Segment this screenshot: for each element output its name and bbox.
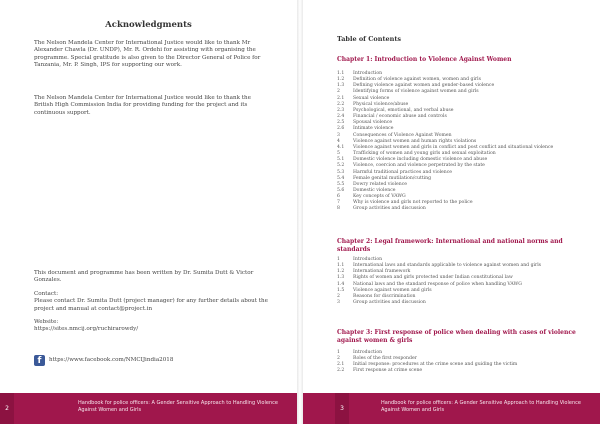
toc-entry-title: Consequences of Violence Against Women	[353, 132, 452, 138]
toc-entry-number: 1.4	[337, 281, 345, 287]
contact-text: Please contact Dr. Sumita Dutt (project manager) for any further details about the project and manual at contact@project.in	[34, 298, 268, 312]
facebook-link[interactable]: https://www.facebook.com/NMCIJindia2018	[49, 357, 174, 363]
footer-text: Handbook for police officers: A Gender Sensitive Approach to Handling Violence Against Women and Girls	[78, 400, 278, 413]
toc-entry-number: 2.3	[337, 107, 345, 113]
chapter-2-heading[interactable]: Chapter 2: Legal framework: International and national norms and standards	[337, 238, 563, 253]
toc-entry-number: 5	[337, 151, 340, 157]
toc-entry-title: Sexual violence	[353, 95, 390, 101]
toc-entry-number: 3	[337, 300, 340, 306]
toc-entry-title: Introduction	[353, 350, 383, 355]
toc-title: Table of Contents	[337, 35, 401, 43]
credits-text: This document and programme has been written by Dr. Sumita Dutt & Victor Gonzales.	[34, 270, 254, 284]
toc-entry-number: 5.5	[337, 181, 345, 187]
toc-entry-number: 3	[337, 132, 340, 138]
contact-label: Contact:	[34, 290, 59, 297]
chapter-2-list	[337, 257, 577, 306]
chapter-3-heading[interactable]: Chapter 3: First response of police when dealing with cases of violence against women & girls	[337, 329, 576, 344]
acknowledgments-paragraph-1: The Nelson Mandela Center for International Justice would like to thank Mr Alexander Chawla (Dr. UNDP), Mr. R. Ordehi for assisting with organising the programme. Special gratitude is also given to the Director General of Police for Tanzania, Mr. P. Singh, IPS for supporting our work.	[34, 40, 261, 69]
toc-entry-title: Defining violence against women and gender-based violence	[353, 83, 495, 89]
toc-entry-number: 2.1	[337, 362, 345, 368]
toc-entry-title: National laws and the standard response of police when handling VAWG	[353, 281, 522, 287]
toc-entry-title: Dowry related violence	[353, 181, 407, 187]
toc-entry-title: Domestic violence	[353, 187, 396, 193]
toc-entry-number: 5.6	[337, 187, 345, 193]
toc-entry-number: 5.1	[337, 157, 345, 163]
chapter-1-heading[interactable]: Chapter 1: Introduction to Violence Against Women	[337, 56, 512, 63]
toc-entry-number: 1	[337, 350, 340, 355]
toc-entry[interactable]	[337, 206, 577, 212]
toc-entry-title: Violence against women and girls	[353, 287, 432, 293]
toc-entry-title: Rights of women and girls protected under Indian constitutional law	[353, 275, 513, 281]
toc-entry-number: 5.2	[337, 163, 345, 169]
toc-entry-title: Trafficking of women and young girls and sexual exploitation	[353, 151, 496, 157]
toc-entry-title: Physical violence/abuse	[353, 101, 409, 107]
toc-entry-number: 2.6	[337, 126, 345, 132]
toc-entry-number: 1.3	[337, 83, 345, 89]
left-page	[0, 0, 297, 424]
page-number: 2	[0, 393, 14, 424]
toc-entry-title: Definition of violence against women, women and girls	[353, 77, 481, 83]
toc-entry-title: Reasons for discrimination	[353, 293, 416, 299]
toc-entry-title: Initial response: procedures at the crime scene and guiding the victim	[353, 362, 518, 368]
toc-entry-number: 6	[337, 194, 340, 200]
chapter-1-list	[337, 71, 577, 213]
toc-entry-title: International framework	[353, 269, 411, 275]
toc-entry-number: 1.1	[337, 263, 345, 269]
acknowledgments-title: Acknowledgments	[105, 20, 192, 30]
toc-entry-title: Violence against women and girls in conflict and post conflict and situational violence	[353, 144, 554, 150]
toc-entry-title: Introduction	[353, 71, 383, 76]
toc-entry-number: 2.2	[337, 368, 345, 374]
toc-entry-title: Key concepts of VAWG	[353, 194, 406, 200]
toc-entry-title: Harmful traditional practices and violence	[353, 169, 453, 175]
toc-entry-title: Why is violence and girls not reported to the police	[353, 200, 473, 206]
toc-entry-title: International laws and standards applicable to violence against women and girls	[353, 263, 542, 269]
toc-entry-title: Spousal violence	[353, 120, 393, 126]
toc-entry-number: 2	[337, 89, 340, 95]
toc-entry-title: Group activities and discussion	[353, 300, 426, 306]
website-label: Website:	[34, 319, 59, 326]
toc-entry-number: 1.3	[337, 275, 345, 281]
toc-entry-title: Roles of the first responder	[353, 356, 417, 362]
chapter-3-list	[337, 350, 577, 375]
toc-entry-title: First response at crime scene	[353, 368, 423, 374]
toc-entry-number: 2.1	[337, 95, 345, 101]
toc-entry-number: 5.4	[337, 175, 345, 181]
toc-entry-number: 4.1	[337, 144, 345, 150]
toc-entry-number: 2.4	[337, 114, 345, 120]
toc-entry-number: 2.5	[337, 120, 345, 126]
toc-entry-title: Female genital mutilation/cutting	[353, 175, 432, 181]
toc-entry-number: 4	[337, 138, 340, 144]
right-footer	[303, 393, 600, 424]
facebook-icon: f	[34, 355, 45, 366]
toc-entry-title: Psychological, emotional, and verbal abuse	[353, 107, 454, 113]
toc-entry-title: Intimate violence	[353, 126, 394, 132]
toc-entry-title: Identifying forms of violence against women and girls	[353, 89, 479, 95]
toc-entry-number: 5.3	[337, 169, 345, 175]
toc-entry-number: 1.1	[337, 71, 345, 76]
toc-entry-title: Violence, coercion and violence perpetrated by the state	[353, 163, 485, 169]
page-number: 3	[335, 393, 349, 424]
facebook-row[interactable]	[34, 353, 173, 367]
toc-entry-title: Violence against women and human rights violations	[353, 138, 477, 144]
toc-entry-number: 2	[337, 293, 340, 299]
right-page	[303, 0, 600, 424]
acknowledgments-paragraph-2: The Nelson Mandela Center for International Justice would like to thank the British High Commission India for providing funding for the project and its continuous support.	[34, 95, 251, 116]
toc-entry-title: Domestic violence including domestic violence and abuse	[353, 157, 488, 163]
footer-text: Handbook for police officers: A Gender Sensitive Approach to Handling Violence Against Women and Girls	[381, 400, 581, 413]
toc-entry-number: 8	[337, 206, 340, 212]
left-footer	[0, 393, 297, 424]
toc-entry[interactable]	[337, 300, 577, 306]
toc-entry-number: 2.2	[337, 101, 345, 107]
website-link[interactable]: https://sites.nmcij.org/ruchirarowdy/	[34, 326, 139, 333]
toc-entry-number: 1.2	[337, 77, 345, 83]
credits-contact-block	[34, 270, 270, 340]
toc-entry-number: 2	[337, 356, 340, 362]
toc-entry-title: Financial / economic abuse and controls	[353, 114, 447, 120]
toc-entry-number: 1.2	[337, 269, 345, 275]
toc-entry-number: 1	[337, 257, 340, 262]
toc-entry-number: 7	[337, 200, 340, 206]
toc-entry-number: 1.5	[337, 287, 345, 293]
toc-entry-title: Introduction	[353, 257, 383, 262]
toc-entry[interactable]	[337, 368, 577, 374]
toc-entry-title: Group activities and discussion	[353, 206, 426, 212]
